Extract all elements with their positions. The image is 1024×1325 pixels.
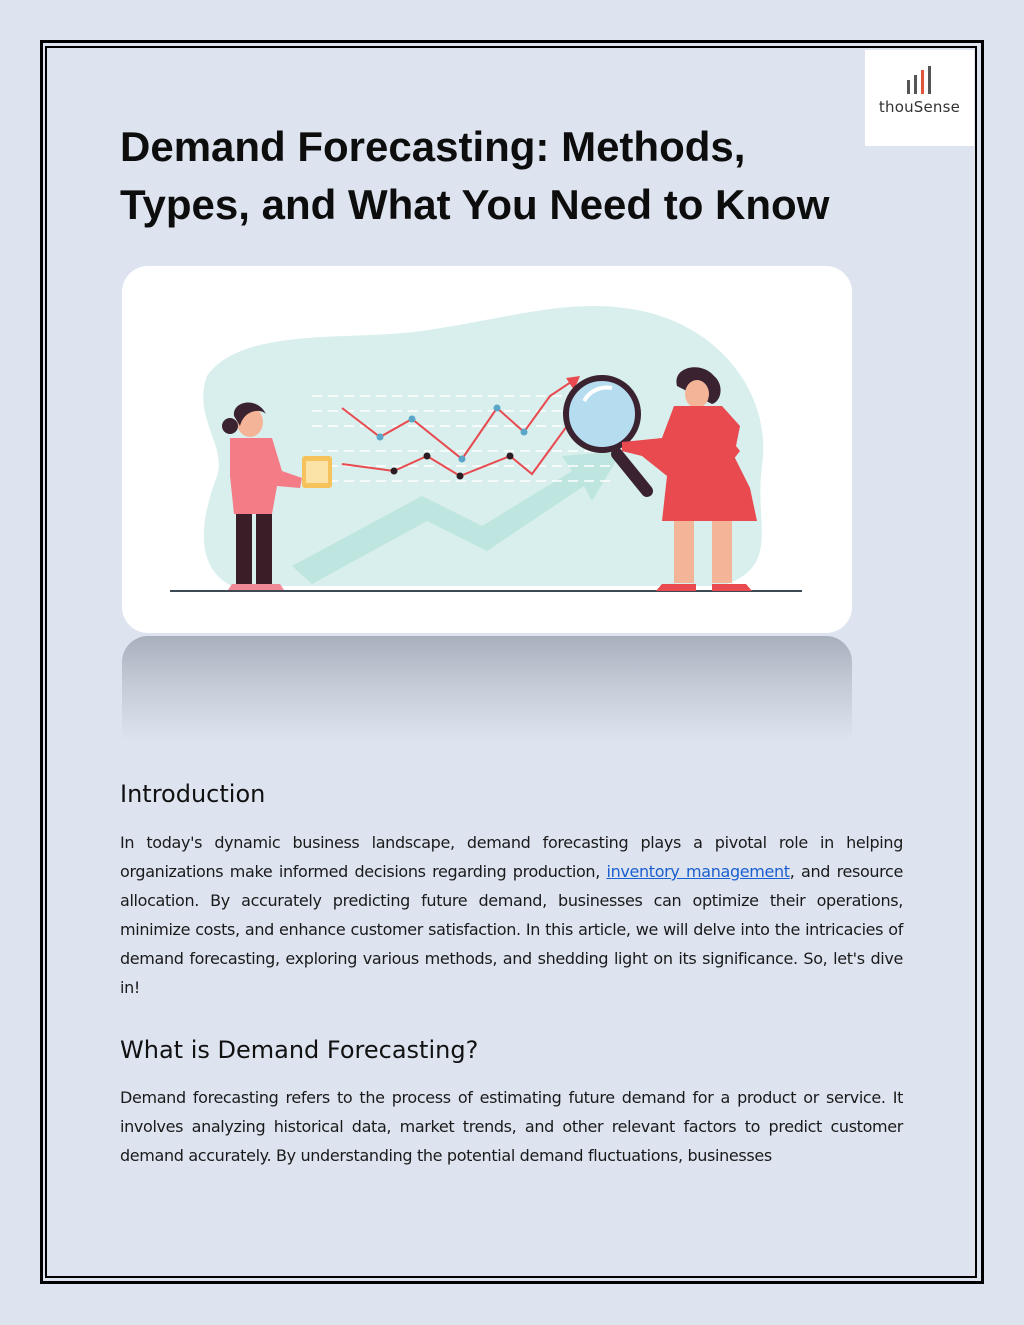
what-is-paragraph: Demand forecasting refers to the process of estimating future demand for a product or service. It involves analyzing historical data, market trends, and other relevant factors to predict customer demand accurately. By understanding the potential demand fluctuations, businesses (120, 1088, 903, 1165)
brand-name: thouSense (878, 98, 961, 116)
hero-illustration (122, 266, 852, 633)
bar-chart-icon (905, 66, 933, 94)
inventory-management-link[interactable]: inventory management (606, 862, 790, 881)
introduction-paragraph (120, 828, 903, 1002)
demand-forecasting-illustration (122, 266, 852, 633)
intro-text-after-link: , and resource allocation. By accurately predicting future demand, businesses can optimize their operations, minimize costs, and enhance customer satisfaction. In this article, we will delve into the intricacies of demand forecasting, exploring various methods, and shedding light on its significance. So, let's dive in! (120, 862, 903, 997)
hero-reflection (122, 636, 852, 741)
brand-logo[interactable] (865, 50, 974, 146)
section-heading-what-is: What is Demand Forecasting? (120, 1036, 479, 1064)
intro-text-before-link: In today's dynamic business landscape, demand forecasting plays a pivotal role in helping organizations make informed decisions regarding production, (120, 833, 903, 881)
section-heading-introduction: Introduction (120, 780, 266, 808)
page-title: Demand Forecasting: Methods, Types, and What You Need to Know (120, 123, 830, 228)
